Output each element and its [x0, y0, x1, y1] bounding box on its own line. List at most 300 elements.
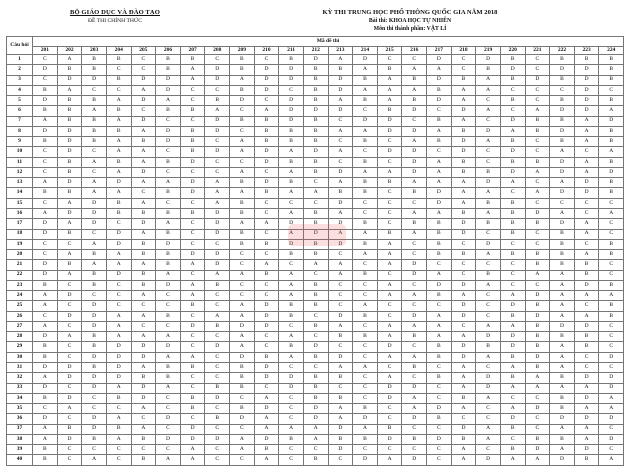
answer-cell: D [254, 321, 279, 331]
exam-code-header: 204 [106, 47, 131, 55]
answer-cell: D [476, 332, 501, 342]
answer-cell: A [427, 208, 452, 218]
answer-cell: A [82, 239, 107, 249]
answer-cell: D [451, 106, 476, 116]
answer-cell: A [131, 85, 156, 95]
answer-cell: C [205, 404, 230, 414]
question-number: 38 [7, 434, 33, 444]
answer-cell: A [500, 362, 525, 372]
table-row [7, 260, 624, 270]
answer-cell: D [451, 301, 476, 311]
answer-cell: B [230, 85, 255, 95]
answer-cell: B [279, 137, 304, 147]
question-number: 18 [7, 229, 33, 239]
answer-cell: D [303, 106, 328, 116]
table-row [7, 301, 624, 311]
answer-cell: A [279, 280, 304, 290]
exam-code-header: 201 [33, 47, 58, 55]
answer-cell: B [550, 239, 575, 249]
exam-code-header: 208 [205, 47, 230, 55]
answer-cell: C [402, 342, 427, 352]
answer-cell: A [33, 301, 58, 311]
answer-cell: A [377, 352, 402, 362]
answer-cell: C [180, 383, 205, 393]
answer-cell: B [131, 208, 156, 218]
answer-cell: D [57, 147, 82, 157]
answer-cell: C [57, 383, 82, 393]
answer-cell: A [180, 280, 205, 290]
answer-cell: C [377, 445, 402, 455]
answer-cell: B [500, 96, 525, 106]
answer-cell: D [574, 373, 599, 383]
answer-cell: B [451, 157, 476, 167]
answer-cell: A [451, 383, 476, 393]
answer-cell: C [57, 455, 82, 466]
exam-code-header: 217 [427, 47, 452, 55]
answer-cell: C [180, 332, 205, 342]
answer-cell: B [279, 301, 304, 311]
answer-cell: D [131, 383, 156, 393]
answer-cell: C [303, 445, 328, 455]
answer-cell: D [451, 137, 476, 147]
answer-cell: B [131, 250, 156, 260]
answer-cell: B [353, 178, 378, 188]
answer-cell: D [525, 445, 550, 455]
answer-cell: C [303, 362, 328, 372]
answer-cell: B [550, 260, 575, 270]
answer-cell: D [550, 126, 575, 136]
exam-code-header: 209 [230, 47, 255, 55]
answer-cell: B [353, 157, 378, 167]
answer-cell: C [303, 270, 328, 280]
answer-cell: B [402, 96, 427, 106]
answer-cell: D [279, 239, 304, 249]
answer-cell: B [353, 75, 378, 85]
answer-cell: D [476, 455, 501, 466]
answer-cell: D [377, 342, 402, 352]
answer-cell: D [33, 332, 58, 342]
answer-cell: D [402, 167, 427, 177]
answer-cell: A [476, 208, 501, 218]
answer-cell: A [451, 445, 476, 455]
answer-cell: D [279, 106, 304, 116]
answer-cell: C [328, 301, 353, 311]
answer-cell: D [82, 208, 107, 218]
answer-cell: C [476, 147, 501, 157]
answer-cell: C [230, 106, 255, 116]
answer-cell: B [82, 280, 107, 290]
answer-cell: C [82, 85, 107, 95]
answer-cell: D [205, 434, 230, 444]
answer-cell: D [254, 301, 279, 311]
answer-cell: D [106, 178, 131, 188]
answer-cell: C [279, 445, 304, 455]
answer-cell: D [254, 404, 279, 414]
answer-cell: A [303, 188, 328, 198]
answer-cell: B [377, 229, 402, 239]
answer-cell: C [106, 445, 131, 455]
answer-cell: A [156, 455, 181, 466]
answer-cell: D [82, 424, 107, 434]
answer-cell: B [353, 219, 378, 229]
answer-cell: D [230, 414, 255, 424]
answer-cell: A [476, 85, 501, 95]
answer-cell: C [525, 65, 550, 75]
answer-cell: D [500, 332, 525, 342]
answer-cell: C [33, 75, 58, 85]
answer-cell: B [57, 116, 82, 126]
answer-cell: B [230, 178, 255, 188]
answer-cell: B [402, 332, 427, 342]
answer-cell: D [33, 383, 58, 393]
table-row [7, 373, 624, 383]
answer-cell: A [106, 137, 131, 147]
answer-cell: C [254, 342, 279, 352]
answer-cell: C [476, 362, 501, 372]
answer-cell: A [599, 404, 624, 414]
question-number: 13 [7, 178, 33, 188]
answer-cell: C [451, 65, 476, 75]
answer-cell: C [254, 229, 279, 239]
table-row [7, 116, 624, 126]
answer-cell: D [57, 208, 82, 218]
answer-cell: C [33, 55, 58, 65]
answer-cell: C [599, 270, 624, 280]
answer-cell: D [328, 424, 353, 434]
answer-cell: A [574, 167, 599, 177]
answer-cell: A [328, 270, 353, 280]
answer-cell: D [402, 260, 427, 270]
table-row [7, 178, 624, 188]
answer-cell: D [377, 393, 402, 403]
answer-cell: D [500, 147, 525, 157]
answer-cell: C [279, 404, 304, 414]
table-row [7, 455, 624, 466]
answer-cell: B [57, 96, 82, 106]
answer-cell: A [377, 85, 402, 95]
answer-cell: C [599, 260, 624, 270]
answer-cell: A [402, 137, 427, 147]
answer-cell: C [180, 96, 205, 106]
answer-cell: C [328, 291, 353, 301]
answer-cell: A [180, 455, 205, 466]
answer-cell: A [353, 301, 378, 311]
answer-cell: D [33, 65, 58, 75]
answer-cell: B [599, 250, 624, 260]
exam-code-header: 205 [131, 47, 156, 55]
answer-cell: B [230, 65, 255, 75]
answer-cell: B [57, 424, 82, 434]
answer-cell: C [57, 352, 82, 362]
answer-cell: B [599, 126, 624, 136]
answer-cell: D [254, 147, 279, 157]
answer-cell: B [303, 137, 328, 147]
answer-cell: B [303, 321, 328, 331]
answer-cell: A [33, 321, 58, 331]
answer-cell: A [500, 321, 525, 331]
answer-cell: B [156, 362, 181, 372]
answer-cell: C [402, 239, 427, 249]
answer-cell: C [377, 208, 402, 218]
answer-cell: B [451, 393, 476, 403]
answer-cell: B [303, 75, 328, 85]
answer-cell: D [525, 75, 550, 85]
answer-cell: C [353, 291, 378, 301]
exam-code-header: 221 [525, 47, 550, 55]
answer-cell: C [476, 291, 501, 301]
answer-cell: A [180, 291, 205, 301]
answer-cell: A [574, 126, 599, 136]
answer-cell: D [106, 373, 131, 383]
answer-cell: D [574, 75, 599, 85]
answer-cell: D [402, 311, 427, 321]
answer-cell: D [599, 414, 624, 424]
answer-cell: A [377, 455, 402, 466]
answer-cell: C [500, 85, 525, 95]
answer-cell: C [180, 414, 205, 424]
answer-cell: B [156, 65, 181, 75]
answer-cell: C [377, 362, 402, 372]
answer-cell: A [550, 291, 575, 301]
answer-cell: A [574, 116, 599, 126]
answer-cell: A [550, 208, 575, 218]
answer-cell: B [377, 106, 402, 116]
answer-cell: C [377, 301, 402, 311]
answer-cell: B [279, 250, 304, 260]
answer-cell: B [230, 362, 255, 372]
answer-cell: B [353, 188, 378, 198]
answer-cell: B [353, 96, 378, 106]
answer-cell: D [427, 188, 452, 198]
answer-cell: C [574, 352, 599, 362]
answer-cell: A [106, 383, 131, 393]
answer-cell: C [57, 342, 82, 352]
answer-cell: C [599, 229, 624, 239]
answer-cell: D [156, 75, 181, 85]
question-number: 15 [7, 198, 33, 208]
answer-cell: D [57, 126, 82, 136]
answer-cell: C [476, 96, 501, 106]
answer-cell: C [106, 455, 131, 466]
answer-cell: C [525, 414, 550, 424]
table-row [7, 96, 624, 106]
answer-cell: A [550, 445, 575, 455]
answer-cell: A [279, 352, 304, 362]
answer-cell: D [574, 65, 599, 75]
answer-cell: A [131, 126, 156, 136]
answer-cell: D [303, 404, 328, 414]
answer-cell: D [156, 280, 181, 290]
answer-cell: D [574, 96, 599, 106]
answer-cell: A [525, 106, 550, 116]
answer-cell: B [82, 362, 107, 372]
answer-cell: D [451, 342, 476, 352]
answer-cell: B [353, 239, 378, 249]
answer-cell: C [230, 260, 255, 270]
answer-cell: A [451, 373, 476, 383]
answer-cell: C [451, 270, 476, 280]
answer-cell: A [230, 434, 255, 444]
answer-cell: A [451, 85, 476, 95]
answer-cell: B [574, 455, 599, 466]
answer-cell: B [205, 321, 230, 331]
answer-cell: B [328, 393, 353, 403]
question-number: 29 [7, 342, 33, 352]
answer-cell: A [574, 291, 599, 301]
answer-cell: B [525, 126, 550, 136]
answer-cell: A [451, 178, 476, 188]
exam-code-header: 214 [353, 47, 378, 55]
answer-cell: B [402, 219, 427, 229]
answer-cell: B [230, 373, 255, 383]
answer-cell: B [574, 270, 599, 280]
answer-cell: D [402, 270, 427, 280]
answer-cell: B [106, 424, 131, 434]
answer-cell: C [279, 393, 304, 403]
answer-cell: B [180, 106, 205, 116]
answer-cell: A [451, 198, 476, 208]
exam-code-header: 202 [57, 47, 82, 55]
answer-cell: D [574, 393, 599, 403]
answer-cell: A [525, 188, 550, 198]
answer-cell: D [279, 373, 304, 383]
answer-cell: C [106, 65, 131, 75]
answer-cell: A [230, 188, 255, 198]
answer-cell: D [599, 434, 624, 444]
answer-cell: A [427, 167, 452, 177]
answer-cell: A [230, 301, 255, 311]
answer-cell: B [205, 383, 230, 393]
answer-cell: D [82, 219, 107, 229]
answer-cell: B [328, 332, 353, 342]
answer-cell: C [205, 55, 230, 65]
answer-cell: A [427, 178, 452, 188]
answer-cell: C [131, 445, 156, 455]
answer-cell: D [550, 188, 575, 198]
answer-cell: A [230, 445, 255, 455]
answer-cell: D [82, 311, 107, 321]
answer-cell: D [82, 352, 107, 362]
answer-cell: A [550, 424, 575, 434]
answer-cell: D [427, 434, 452, 444]
question-number: 14 [7, 188, 33, 198]
answer-cell: C [82, 393, 107, 403]
answer-cell: A [279, 188, 304, 198]
answer-cell: B [82, 116, 107, 126]
answer-cell: C [476, 311, 501, 321]
answer-cell: C [353, 208, 378, 218]
answer-cell: D [328, 167, 353, 177]
answer-cell: C [205, 301, 230, 311]
answer-cell: B [254, 270, 279, 280]
answer-cell: A [82, 157, 107, 167]
answer-cell: A [476, 280, 501, 290]
answer-cell: C [427, 393, 452, 403]
answer-cell: B [156, 106, 181, 116]
exam-section: Bài thi: KHOA HỌC TỰ NHIÊN [368, 18, 452, 24]
answer-cell: B [33, 352, 58, 362]
answer-cell: B [427, 352, 452, 362]
answer-cell: A [525, 373, 550, 383]
answer-rows [7, 55, 624, 466]
answer-cell: A [574, 434, 599, 444]
answer-cell: C [279, 414, 304, 424]
answer-cell: A [402, 404, 427, 414]
answer-cell: A [131, 260, 156, 270]
table-row [7, 75, 624, 85]
answer-cell: D [82, 373, 107, 383]
answer-cell: A [476, 434, 501, 444]
answer-cell: B [427, 414, 452, 424]
question-number: 27 [7, 321, 33, 331]
answer-cell: A [500, 291, 525, 301]
answer-cell: D [131, 393, 156, 403]
answer-cell: A [279, 291, 304, 301]
answer-cell: D [82, 301, 107, 311]
answer-cell: B [451, 208, 476, 218]
answer-cell: D [33, 414, 58, 424]
answer-cell: D [205, 65, 230, 75]
answer-cell: C [476, 404, 501, 414]
answer-cell: B [230, 383, 255, 393]
table-row [7, 332, 624, 342]
answer-cell: C [427, 383, 452, 393]
answer-cell: C [254, 96, 279, 106]
answer-cell: C [33, 239, 58, 249]
answer-cell: B [550, 75, 575, 85]
answer-cell: B [599, 65, 624, 75]
answer-cell: B [303, 393, 328, 403]
answer-cell: A [254, 260, 279, 270]
answer-cell: A [106, 332, 131, 342]
table-row [7, 198, 624, 208]
answer-cell: B [33, 137, 58, 147]
answer-cell: C [402, 55, 427, 65]
answer-cell: D [205, 393, 230, 403]
answer-cell: B [525, 250, 550, 260]
answer-cell: A [279, 167, 304, 177]
answer-cell: D [402, 157, 427, 167]
exam-title: KỲ THI TRUNG HỌC PHỔ THÔNG QUỐC GIA NĂM 2018 [322, 9, 498, 16]
answer-cell: D [599, 373, 624, 383]
answer-cell: D [57, 178, 82, 188]
answer-cell: A [328, 208, 353, 218]
answer-cell: A [377, 96, 402, 106]
answer-cell: A [279, 147, 304, 157]
answer-cell: C [500, 239, 525, 249]
answer-cell: B [303, 157, 328, 167]
answer-cell: C [180, 167, 205, 177]
exam-code-header: 218 [451, 47, 476, 55]
answer-cell: B [254, 188, 279, 198]
answer-cell: D [574, 188, 599, 198]
answer-cell: A [476, 75, 501, 85]
answer-cell: D [230, 321, 255, 331]
answer-cell: D [205, 342, 230, 352]
answer-cell: D [279, 75, 304, 85]
answer-cell: A [377, 321, 402, 331]
answer-cell: D [500, 414, 525, 424]
answer-cell: C [599, 85, 624, 95]
answer-cell: A [476, 393, 501, 403]
answer-cell: B [476, 167, 501, 177]
question-number: 22 [7, 270, 33, 280]
answer-cell: B [599, 239, 624, 249]
answer-cell: D [180, 434, 205, 444]
answer-cell: C [205, 291, 230, 301]
answer-cell: A [303, 434, 328, 444]
answer-cell: B [156, 229, 181, 239]
